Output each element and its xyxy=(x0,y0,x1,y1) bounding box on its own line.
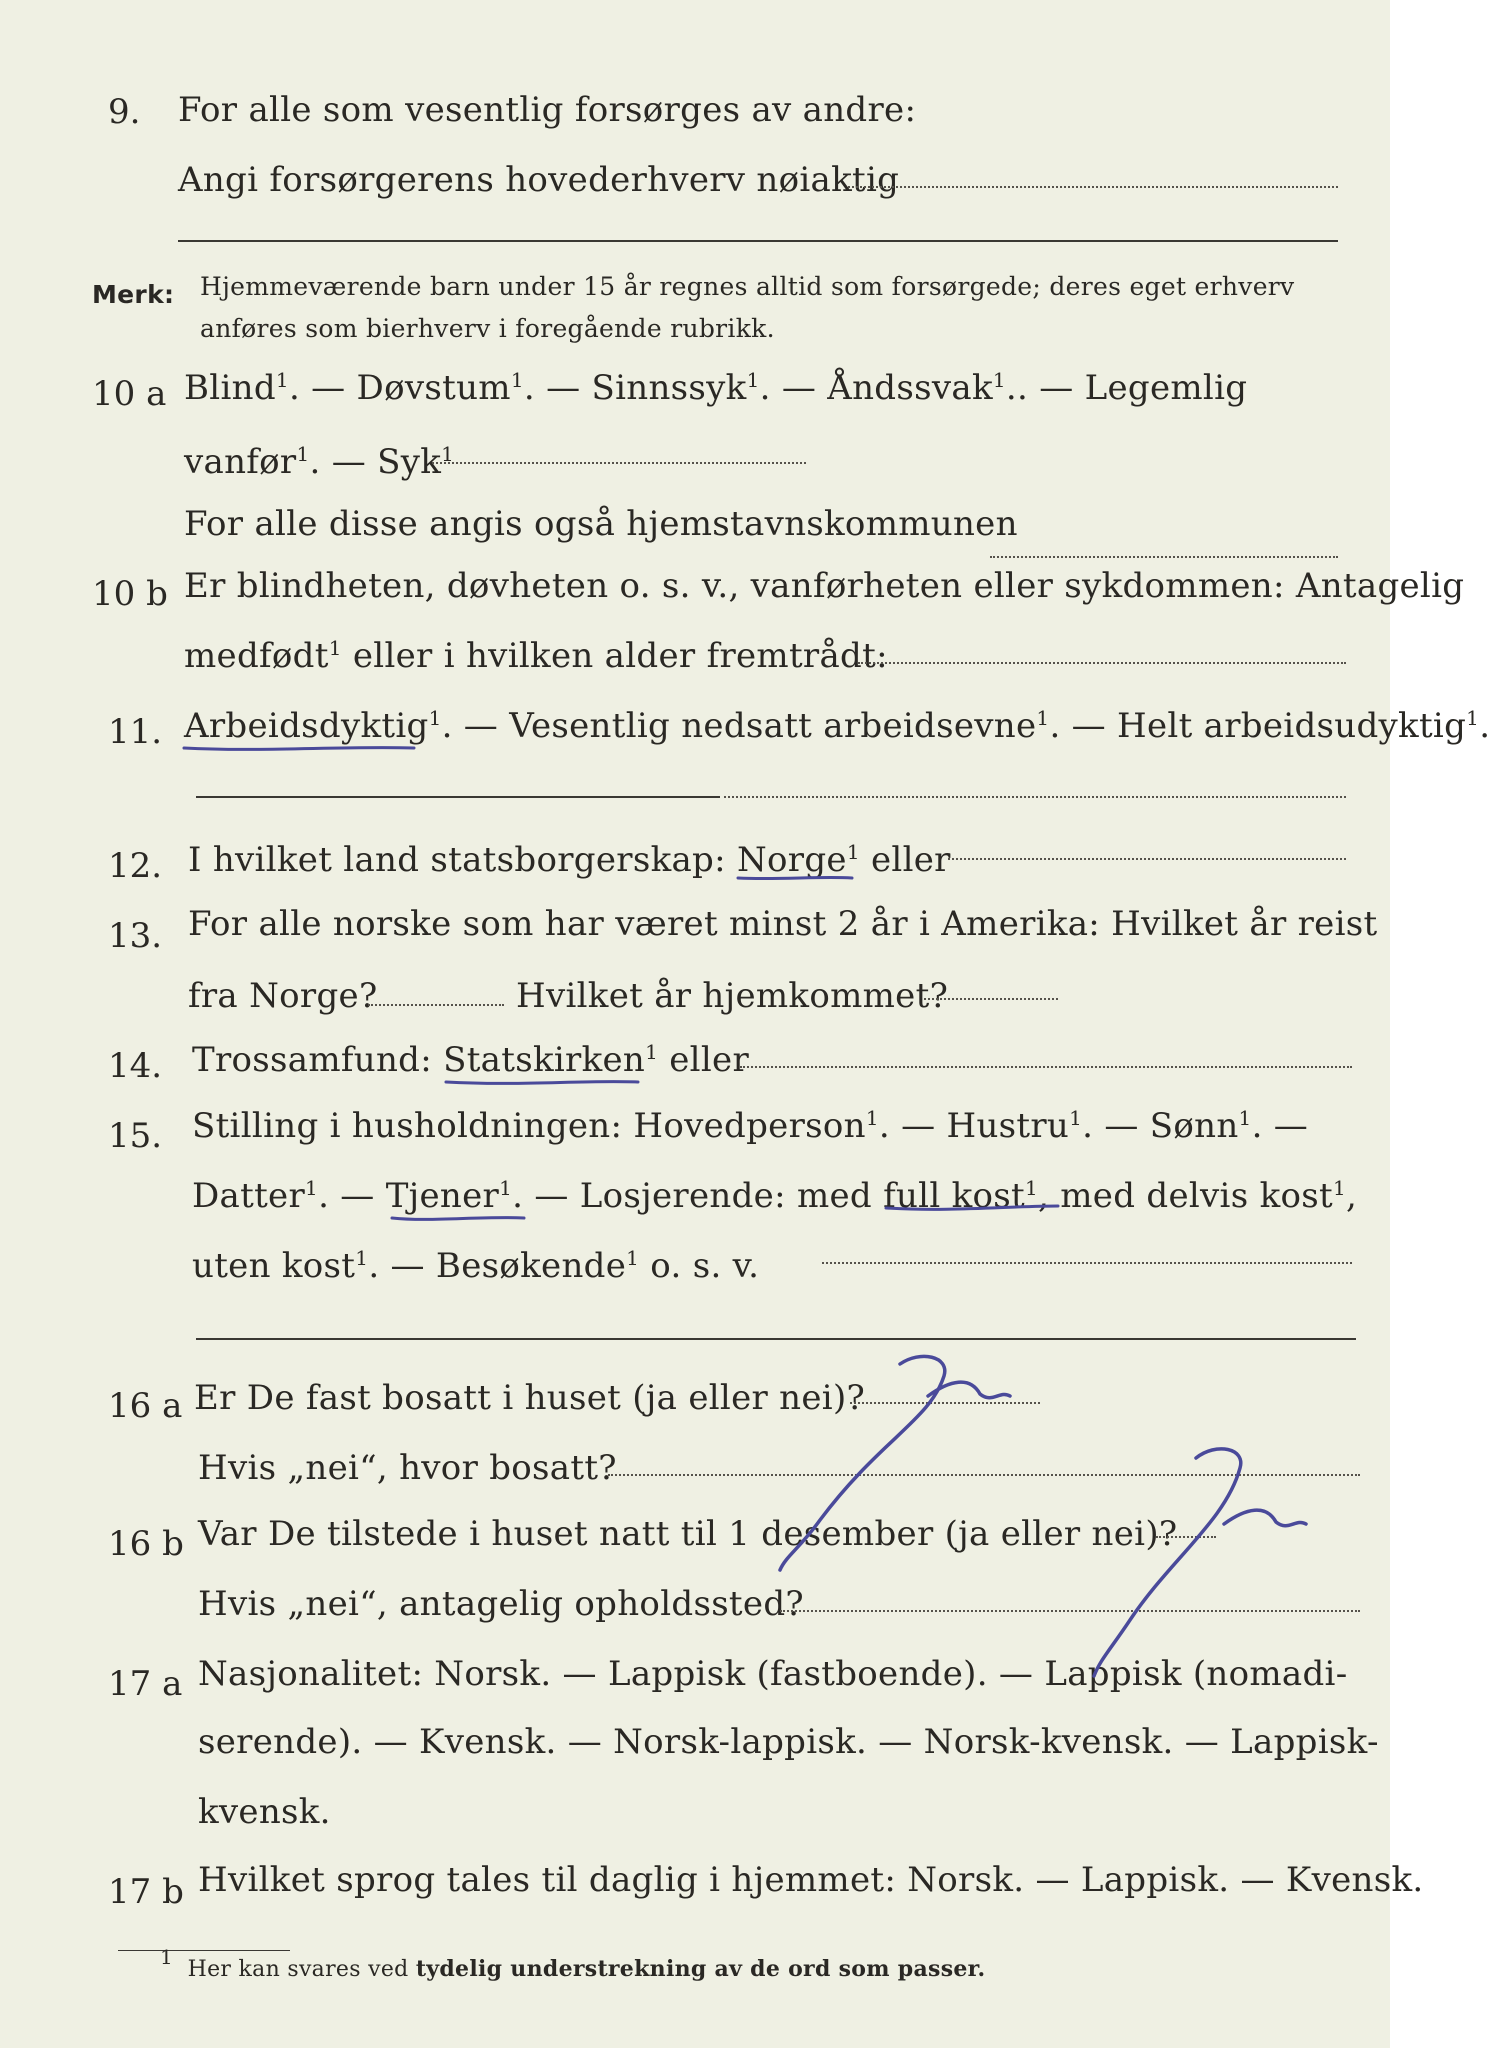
q14-line: Trossamfund: Statskirken$^1$ eller xyxy=(192,1040,750,1080)
q11-answer-line-2 xyxy=(724,796,1346,798)
footnote-separator xyxy=(118,1950,290,1951)
q17a-line1: Nasjonalitet: Norsk. — Lappisk (fastboende). — Lappisk (nomadi- xyxy=(198,1654,1348,1694)
q12-line: I hvilket land statsborgerskap: Norge$^1$ eller xyxy=(188,840,951,880)
q11-line: Arbeidsdyktig$^1$. — Vesentlig nedsatt arbeidsevne$^1$. — Helt arbeidsudyktig$^1$. xyxy=(184,706,1490,746)
q10a-line2: vanfør$^1$. — Syk$^1$ xyxy=(184,442,455,482)
q16b-line1: Var De tilstede i huset natt til 1 desember (ja eller nei)? xyxy=(198,1514,1178,1554)
q12-option-norge: Norge xyxy=(736,840,847,880)
q10a-hjemstavn-line xyxy=(990,556,1338,558)
q11-answer-line xyxy=(196,796,720,798)
q16a-line1: Er De fast bosatt i huset (ja eller nei)? xyxy=(194,1378,866,1418)
q13-hjemkommet-line xyxy=(924,998,1058,1000)
q14-number: 14. xyxy=(108,1046,163,1086)
underline-tjener xyxy=(392,1218,524,1220)
q17a-number: 17 a xyxy=(108,1664,183,1704)
q16a-bosatt-line xyxy=(608,1474,1360,1476)
q9-line2: Angi forsørgerens hovederhverv nøiaktig xyxy=(178,160,900,200)
merk-label: Merk: xyxy=(92,280,175,309)
q9-number: 9. xyxy=(108,92,141,132)
q15-line2: Datter$^1$. — Tjener$^1$. — Losjerende: med full kost$^1$, med delvis kost$^1$, xyxy=(192,1176,1358,1216)
q11-number: 11. xyxy=(108,712,163,752)
q13-line1: For alle norske som har været minst 2 år i Amerika: Hvilket år reist xyxy=(188,904,1378,944)
answer-16b-tail xyxy=(1224,1510,1306,1526)
q10a-line3: For alle disse angis også hjemstavnskommunen xyxy=(184,504,1018,544)
q16a-answer-line xyxy=(850,1402,1040,1404)
q14-option-statskirken: Statskirken xyxy=(443,1040,646,1080)
q15-answer-line xyxy=(822,1262,1352,1264)
q13-number: 13. xyxy=(108,916,163,956)
q16b-line2: Hvis „nei“, antagelig opholdssted? xyxy=(198,1584,804,1624)
merk-line2: anføres som bierhverv i foregående rubrikk. xyxy=(200,314,775,343)
q9-line1: For alle som vesentlig forsørges av andre: xyxy=(178,90,917,130)
q10b-line1: Er blindheten, døvheten o. s. v., vanførheten eller sykdommen: Antagelig xyxy=(184,566,1465,606)
q11-option-arbeidsdyktig: Arbeidsdyktig xyxy=(184,706,429,746)
q10a-line1: Blind$^1$. — Døvstum$^1$. — Sinnssyk$^1$. — Åndssvak$^1$.. — Legemlig xyxy=(184,368,1248,408)
q10b-number: 10 b xyxy=(92,574,168,614)
q10a-number: 10 a xyxy=(92,374,167,414)
q9-answer-line xyxy=(848,186,1338,188)
q15-number: 15. xyxy=(108,1116,163,1156)
q17a-line3: kvensk. xyxy=(198,1792,331,1832)
answer-16a-tail xyxy=(928,1382,1010,1398)
q15-option-full-kost: full kost xyxy=(883,1176,1025,1216)
answer-16b-stroke xyxy=(1094,1449,1241,1676)
q16b-number: 16 b xyxy=(108,1524,184,1564)
underline-statskirken xyxy=(446,1082,638,1084)
footnote-text: $^1$ Her kan svares ved tydelig understrekning av de ord som passer. xyxy=(160,1945,986,1982)
q15-line1: Stilling i husholdningen: Hovedperson$^1$. — Hustru$^1$. — Sønn$^1$. — xyxy=(192,1106,1309,1146)
q12-answer-line xyxy=(948,858,1346,860)
merk-line1: Hjemmeværende barn under 15 år regnes alltid som forsørgede; deres eget erhverv xyxy=(200,272,1295,301)
q17a-line2: serende). — Kvensk. — Norsk-lappisk. — Norsk-kvensk. — Lappisk- xyxy=(198,1722,1379,1762)
q15-answer-line-2 xyxy=(196,1338,1356,1340)
q15-option-tjener: Tjener xyxy=(385,1176,500,1216)
q13-line2b: Hvilket år hjemkommet? xyxy=(516,976,949,1016)
q13-line2a: fra Norge? xyxy=(188,976,378,1016)
q16b-answer-line xyxy=(1156,1536,1216,1538)
q16a-number: 16 a xyxy=(108,1386,183,1426)
q10b-answer-line xyxy=(858,662,1346,664)
q10b-line2: medfødt$^1$ eller i hvilken alder fremtrådt: xyxy=(184,636,888,676)
q14-answer-line xyxy=(740,1066,1352,1068)
q17b-number: 17 b xyxy=(108,1872,184,1912)
underline-arbeidsdyktig xyxy=(184,748,414,750)
q15-line3: uten kost$^1$. — Besøkende$^1$ o. s. v. xyxy=(192,1246,760,1286)
q9-answer-line-2 xyxy=(178,240,1338,242)
q16a-line2: Hvis „nei“, hvor bosatt? xyxy=(198,1448,617,1488)
q17b-line1: Hvilket sprog tales til daglig i hjemmet: Norsk. — Lappisk. — Kvensk. xyxy=(198,1860,1424,1900)
q13-reist-line xyxy=(368,1004,504,1006)
q16b-opholdssted-line xyxy=(780,1610,1360,1612)
q10a-syk-line xyxy=(432,462,806,464)
q12-number: 12. xyxy=(108,846,163,886)
